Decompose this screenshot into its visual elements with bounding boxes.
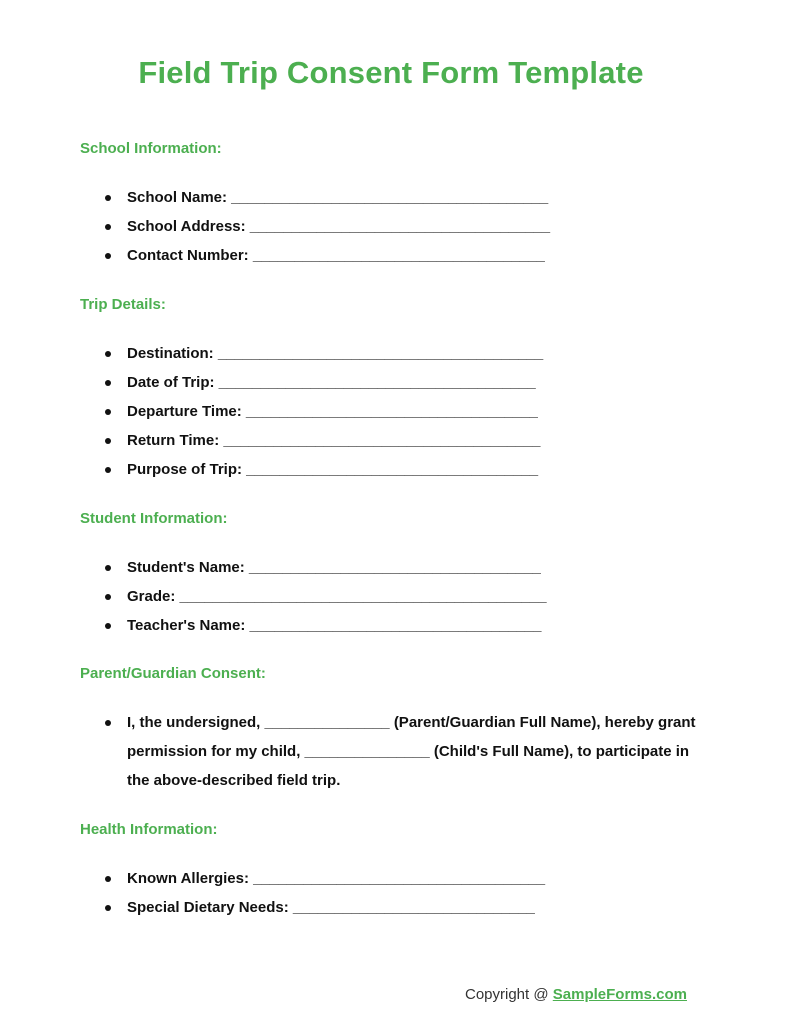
page-title: Field Trip Consent Form Template: [138, 55, 644, 90]
list-item-student-name: Student's Name: ___________________________________: [104, 553, 547, 582]
footer-brand-link[interactable]: SampleForms.com: [552, 986, 687, 1003]
consent-paragraph: I, the undersigned, _______________ (Parent/Guardian Full Name), hereby grant permission for my child, _______________ (Child's Full Name), to participate in the above-described field trip.: [104, 708, 704, 795]
section-heading-consent: Parent/Guardian Consent:: [80, 665, 266, 682]
list-item-contact-number: Contact Number: ___________________________________: [104, 241, 550, 270]
list-item-school-name: School Name: ______________________________________: [104, 183, 550, 212]
list-item-teacher-name: Teacher's Name: ___________________________________: [104, 611, 547, 640]
footer-prefix: Copyright @: [465, 986, 553, 1003]
list-item-grade: Grade: ____________________________________________: [104, 582, 547, 611]
section-heading-health: Health Information:: [80, 821, 218, 838]
section-heading-trip: Trip Details:: [80, 296, 166, 313]
list-item-destination: Destination: _______________________________________: [104, 339, 543, 368]
list-item-return-time: Return Time: ______________________________________: [104, 426, 543, 455]
list-item-date-of-trip: Date of Trip: ______________________________________: [104, 368, 543, 397]
section-heading-student: Student Information:: [80, 510, 228, 527]
list-item-school-address: School Address: ____________________________________: [104, 212, 550, 241]
section-heading-school: School Information:: [80, 140, 222, 157]
health-info-list: [104, 864, 545, 922]
list-item-purpose-of-trip: Purpose of Trip: ___________________________________: [104, 455, 543, 484]
consent-list: [104, 708, 704, 795]
list-item-special-dietary-needs: Special Dietary Needs: _____________________________: [104, 893, 545, 922]
footer-copyright: [465, 986, 687, 1003]
school-info-list: [104, 183, 550, 270]
list-item-known-allergies: Known Allergies: ___________________________________: [104, 864, 545, 893]
trip-details-list: [104, 339, 543, 484]
list-item-departure-time: Departure Time: ___________________________________: [104, 397, 543, 426]
student-info-list: [104, 553, 547, 640]
